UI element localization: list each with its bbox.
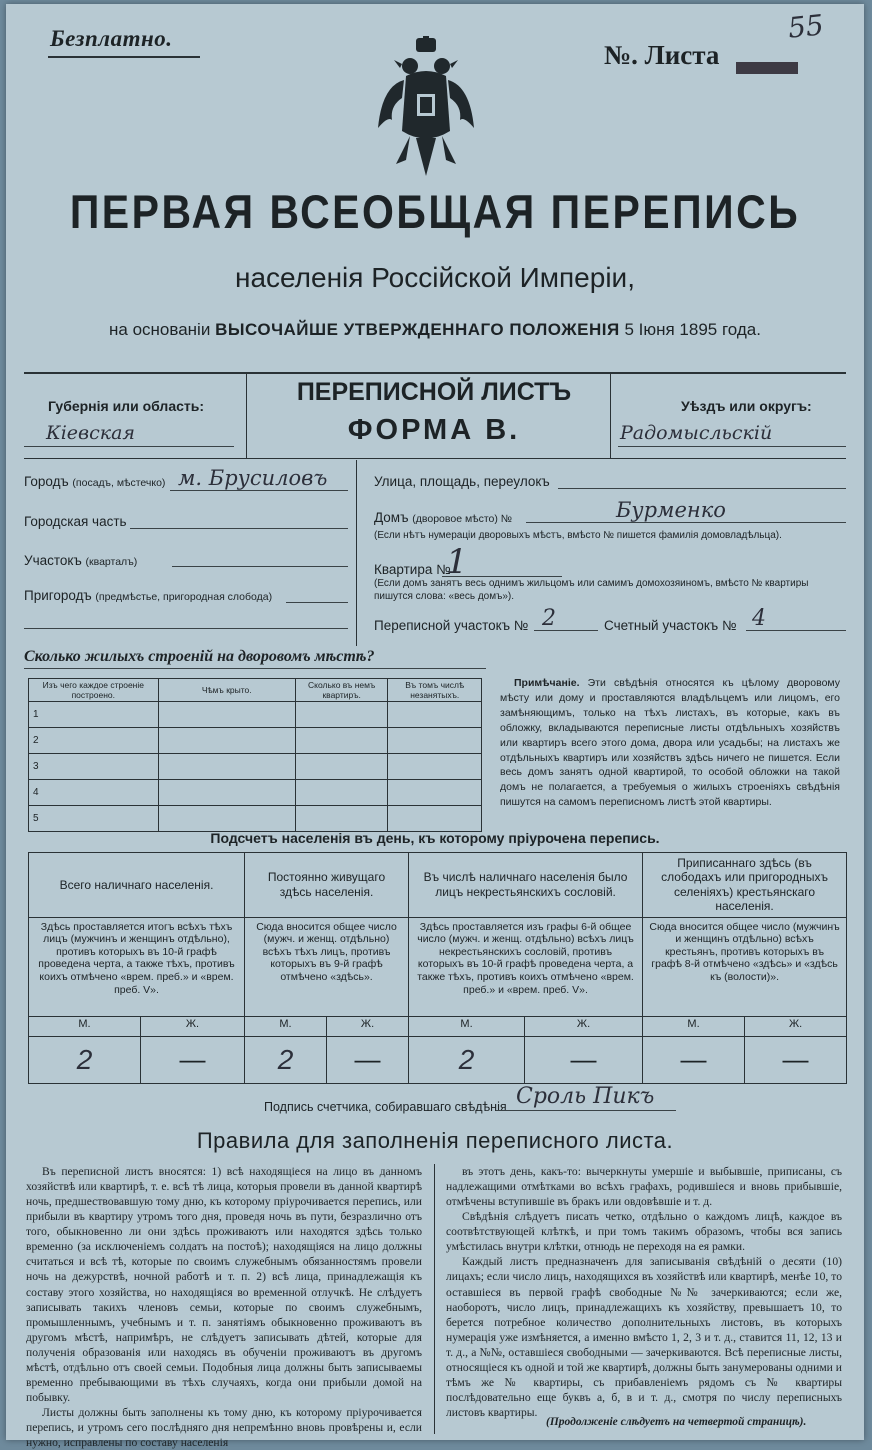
- nonpeasant-male-value[interactable]: 2: [409, 1036, 525, 1083]
- street-line: [558, 488, 846, 489]
- buildings-header-vacant: Въ томъ числѣ незанятыхъ.: [388, 679, 482, 702]
- count-title: Подсчетъ населенія въ день, къ которому пріурочена перепись.: [210, 830, 660, 846]
- rules-left-column: [26, 1164, 422, 1450]
- gorod-title: Городъ: [24, 474, 69, 489]
- form-type: ФОРМА В.: [347, 414, 521, 446]
- signature-line: [496, 1110, 676, 1111]
- free-label: Безплатно.: [50, 26, 173, 51]
- rules-sep: [434, 1164, 435, 1434]
- zh-label: Ж.: [745, 1016, 847, 1036]
- dom-title: Домъ: [374, 510, 409, 525]
- count-desc-permanent: Сюда вносится общее число (мужч. и женщ. отдѣльно) всѣхъ тѣхъ лицъ, противъ которыхъ въ 9-й графѣ отмѣчено «здѣсь».: [245, 917, 409, 1016]
- basis-prefix: на основаніи: [109, 320, 211, 339]
- schetny-line: [746, 630, 846, 631]
- table-cell[interactable]: [158, 754, 295, 780]
- gorod-small: (посадъ, мѣстечко): [72, 477, 166, 489]
- subtitle: населенія Россійской Имперіи,: [235, 262, 635, 293]
- basis-date: 5 Іюня 1895 года.: [624, 320, 761, 339]
- rules-right-column: [446, 1164, 842, 1422]
- table-cell[interactable]: [295, 780, 388, 806]
- row-number: 2: [29, 728, 159, 754]
- buildings-header-roof: Чѣмъ крыто.: [158, 679, 295, 702]
- peasant-female-value[interactable]: —: [745, 1036, 847, 1083]
- rules-title: Правила для заполненія переписного листа.: [196, 1128, 674, 1153]
- table-cell[interactable]: [295, 806, 388, 832]
- kvartira-line: [442, 576, 562, 577]
- form-bottom-rule: [24, 458, 846, 459]
- count-head-permanent: Постоянно живущаго здѣсь населенія.: [245, 853, 409, 918]
- legal-basis: [6, 320, 864, 340]
- gubernia-value: Кіевская: [46, 422, 135, 444]
- prigorod-line: [286, 602, 348, 603]
- list-number-label: №. Листа: [604, 40, 720, 70]
- count-head-total: Всего наличнаго населенія.: [29, 853, 245, 918]
- uchastok-small: (кварталъ): [85, 556, 138, 568]
- row-number: 4: [29, 780, 159, 806]
- list-number-redaction: [736, 62, 798, 74]
- schetny-label: Счетный участокъ №: [604, 618, 737, 633]
- table-cell[interactable]: [295, 702, 388, 728]
- rules-right-p2: Свѣдѣнія слѣдуетъ писать четко, отдѣльно о каждомъ лицѣ, каждое въ соотвѣтствующей клѣткѣ, и при томъ такимъ образомъ, чтобы вся запись умѣстилась внутри клѣтки, отнюдь не переходя на ея рамки.: [446, 1210, 842, 1254]
- note-title: Примѣчаніе.: [514, 677, 580, 689]
- dom-label: [374, 510, 512, 525]
- table-cell[interactable]: [388, 780, 482, 806]
- m-label: М.: [29, 1016, 141, 1036]
- buildings-header-apartments: Сколько въ немъ квартиръ.: [295, 679, 388, 702]
- form-sep-left: [246, 374, 247, 458]
- kvartira-note: (Если домъ занятъ весь однимъ жильцомъ или самимъ домохозяиномъ, вмѣсто № квартиры пишутся слова: «весь домъ»).: [374, 578, 809, 602]
- table-cell[interactable]: [295, 728, 388, 754]
- uezd-label: Уѣздъ или округъ:: [681, 398, 812, 414]
- chast-label: Городская часть: [24, 514, 127, 529]
- table-row: [29, 728, 482, 754]
- address-sep: [356, 460, 357, 646]
- buildings-header-material: Изъ чего каждое строеніе построено.: [29, 679, 159, 702]
- signature-label: Подпись счетчика, собиравшаго свѣдѣнія: [264, 1100, 507, 1114]
- rules-right-p1: въ этотъ день, какъ-то: вычеркнуты умершіе и выбывшіе, приписаны, съ надлежащими отмѣтками во всѣхъ графахъ, родившіеся и вновь прибывшіе, отмѣчены вступившіе въ бракъ или овдовѣвшіе и т. д.: [446, 1165, 842, 1209]
- rules-continued: (Продолженіе слѣдуетъ на четвертой страницѣ).: [546, 1416, 807, 1428]
- handwritten-page-number: 55: [786, 8, 826, 45]
- row-number: 5: [29, 806, 159, 832]
- total-female-value[interactable]: —: [141, 1036, 245, 1083]
- permanent-male-value[interactable]: 2: [245, 1036, 327, 1083]
- table-row: [29, 780, 482, 806]
- perepisnoy-line: [534, 630, 598, 631]
- form-name: ПЕРЕПИСНОЙ ЛИСТЪ: [296, 378, 572, 406]
- buildings-table: [28, 678, 482, 832]
- uchastok-title: Участокъ: [24, 553, 82, 568]
- schetny-value: 4: [752, 606, 766, 631]
- dom-value: Бурменко: [616, 498, 726, 522]
- rules-left-p2: Листы должны быть заполнены къ тому дню, къ которому пріурочивается перепись, и утромъ сего послѣдняго дня непремѣнно вновь провѣрены и, если нужно, исправлены по составу населенія: [26, 1406, 422, 1450]
- perepisnoy-label: Переписной участокъ №: [374, 618, 529, 633]
- rules-right-p3: Каждый листъ предназначенъ для записыванія свѣдѣній о десяти (10) лицахъ; если число лицъ, находящихся въ хозяйствѣ или квартирѣ, менѣе 10, то оставшіеся въ первой графѣ свободные №№ зачеркиваются; если же, наоборотъ, число лицъ, принадлежащихъ къ хозяйству, превышаетъ 10, то берется потребное количество дополнительныхъ листовъ, въ которыхъ нумерація уже измѣняется, а именно вмѣсто 1, 2, 3 и т. д., ставится 11, 12, 13 и т. д., а №№, оставшіеся свободными — зачеркиваются. Всѣ переписные листы, относящіеся къ одной и той же квартирѣ, должны быть занумерованы одними и тѣмъ же № квартиры, съ прибавленіемъ рядомъ съ № квартиры послѣдовательно еще буквъ а, б, в и т. д., смотря по числу переписныхъ листовъ квартиры.: [446, 1255, 842, 1419]
- count-desc-nonpeasant: Здѣсь проставляется изъ графы 6-й общее число (мужч. и женщ. отдѣльно) всѣхъ лицъ некрестьянскихъ сословій, противъ которыхъ въ 10-й графѣ проведена черта, а также тѣхъ, противъ коихъ отмѣчено «врем. преб.» и «врем. преб. V».: [409, 917, 643, 1016]
- buildings-note: [500, 676, 840, 810]
- m-label: М.: [409, 1016, 525, 1036]
- buildings-question: Сколько жилыхъ строеній на дворовомъ мѣстѣ?: [24, 648, 375, 665]
- table-row: [29, 754, 482, 780]
- zh-label: Ж.: [141, 1016, 245, 1036]
- chast-line: [130, 528, 348, 529]
- count-table: [28, 852, 847, 1084]
- top-rule: [24, 372, 846, 374]
- perepisnoy-value: 2: [542, 606, 556, 631]
- uezd-line: [618, 446, 846, 447]
- note-text: Эти свѣдѣнія относятся къ цѣлому дворовому мѣсту или дому и проставляются владѣльцемъ или лицомъ, его замѣняющимъ, только на тѣхъ листахъ, въ которые, какъ въ обложку, вкладываются переписные листы отдѣльныхъ хозяйствъ или квартиръ всего этого дома, двора или усадьбы; на листахъ же отдѣльныхъ квартиръ или хозяйствъ здѣсь ничего не пишется. Если весь домъ занятъ одной квартирой, то особой обложки на такой домъ не полагается, а требуемыя о жилыхъ строеніяхъ свѣдѣнія пишутся на самомъ переписномъ листѣ этой квартиры.: [500, 677, 840, 809]
- prigorod-label: [24, 588, 272, 603]
- nonpeasant-female-value[interactable]: —: [525, 1036, 643, 1083]
- kvartira-value: 1: [446, 542, 468, 582]
- count-head-peasant: Приписаннаго здѣсь (въ слободахъ или пригородныхъ селеніяхъ) крестьянскаго населенія.: [643, 853, 847, 918]
- buildings-question-line: [24, 668, 486, 669]
- rules-left-p1: Въ переписной листъ вносятся: 1) всѣ находящіеся на лицо въ данномъ хозяйствѣ или квартирѣ, т. е. всѣ тѣ лица, которыя провели въ данной квартирѣ ночь, предшествовавшую тому дню, къ которому пріурочивается перепись, или прибыли въ квартиру утромъ того дня, проведя ночь въ пути, безразлично отъ того, обыкновенно ли они здѣсь проживаютъ или находятся здѣсь только временно (за исключеніемъ солдатъ на постоѣ); находящіяся на лицо должны считаться и всѣ тѣ, которые по своимъ служебнымъ обязанностямъ провели ночь на дежурствѣ, ночной работѣ и т. п. 2) всѣ лица, принадлежащія къ составу этого хозяйства, но находящіяся во временной отлучкѣ. Не слѣдуетъ записывать такихъ членовъ семьи, которые по своимъ служебнымъ, промышленнымъ, учебнымъ и т. п. занятіямъ обыкновенно проживаютъ въ другомъ мѣстѣ, напримѣръ, не слѣдуетъ записывать дѣтей, которые для полученія образованія или находясь въ обученіи проживаютъ въ другомъ мѣстѣ, отдѣльно отъ своей семьи. Подобныя лица должны быть записываемы временно пребывающими въ тѣхъ случаяхъ, когда они прибыли домой на побывку.: [26, 1165, 422, 1404]
- table-cell[interactable]: [388, 728, 482, 754]
- uezd-value: Радомысльскій: [620, 422, 773, 444]
- gubernia-label: Губернія или область:: [48, 398, 205, 414]
- count-head-nonpeasant: Въ числѣ наличнаго населенія было лицъ некрестьянскихъ сословій.: [409, 853, 643, 918]
- street-label: Улица, площадь, переулокъ: [374, 474, 550, 489]
- row-number: 1: [29, 702, 159, 728]
- table-cell[interactable]: [388, 754, 482, 780]
- gubernia-line: [24, 446, 234, 447]
- prigorod-line-2: [24, 628, 348, 629]
- m-label: М.: [245, 1016, 327, 1036]
- total-male-value[interactable]: 2: [29, 1036, 141, 1083]
- count-desc-total: Здѣсь проставляется итогъ всѣхъ тѣхъ лицъ (мужчинъ и женщинъ отдѣльно), противъ которыхъ въ 10-й графѣ проведена черта, а также тѣхъ, противъ коихъ отмѣчено «врем. преб.» и «врем. преб. V».: [29, 917, 245, 1016]
- table-cell[interactable]: [158, 806, 295, 832]
- census-sheet: [6, 4, 864, 1450]
- form-sep-right: [610, 374, 611, 458]
- table-cell[interactable]: [158, 728, 295, 754]
- peasant-male-value[interactable]: —: [643, 1036, 745, 1083]
- count-desc-peasant: Сюда вносится общее число (мужчинъ и женщинъ отдѣльно) всѣхъ крестьянъ, противъ которыхъ въ графѣ 8-й отмѣчено «здѣсь» и «здѣсь къ (волости)».: [643, 917, 847, 1016]
- gorod-value: м. Брусиловъ: [178, 466, 328, 490]
- free-underline: [48, 56, 200, 58]
- table-cell[interactable]: [158, 780, 295, 806]
- basis-caps: ВЫСОЧАЙШЕ УТВЕРЖДЕННАГО ПОЛОЖЕНІЯ: [215, 320, 620, 339]
- table-cell[interactable]: [388, 702, 482, 728]
- main-title: ПЕРВАЯ ВСЕОБЩАЯ ПЕРЕПИСЬ: [69, 185, 801, 239]
- gorod-line: [170, 490, 348, 491]
- dom-line: [526, 522, 846, 523]
- prigorod-small: (предмѣстье, пригородная слобода): [95, 591, 273, 603]
- permanent-female-value[interactable]: —: [327, 1036, 409, 1083]
- dom-small: (дворовое мѣсто) №: [412, 513, 513, 525]
- prigorod-title: Пригородъ: [24, 588, 92, 603]
- dom-note: (Если нѣтъ нумераціи дворовыхъ мѣстъ, вмѣсто № пишется фамилія домовладѣльца).: [374, 530, 782, 541]
- zh-label: Ж.: [327, 1016, 409, 1036]
- uchastok-label: [24, 553, 137, 568]
- gorod-label: [24, 474, 165, 489]
- row-number: 3: [29, 754, 159, 780]
- uchastok-line: [172, 566, 348, 567]
- table-cell[interactable]: [158, 702, 295, 728]
- table-row: [29, 702, 482, 728]
- zh-label: Ж.: [525, 1016, 643, 1036]
- table-cell[interactable]: [295, 754, 388, 780]
- m-label: М.: [643, 1016, 745, 1036]
- table-cell[interactable]: [388, 806, 482, 832]
- double-headed-eagle-icon: [376, 36, 476, 186]
- kvartira-label: Квартира №: [374, 562, 451, 577]
- signature-value: Сроль Пикъ: [516, 1084, 655, 1109]
- table-row: [29, 806, 482, 832]
